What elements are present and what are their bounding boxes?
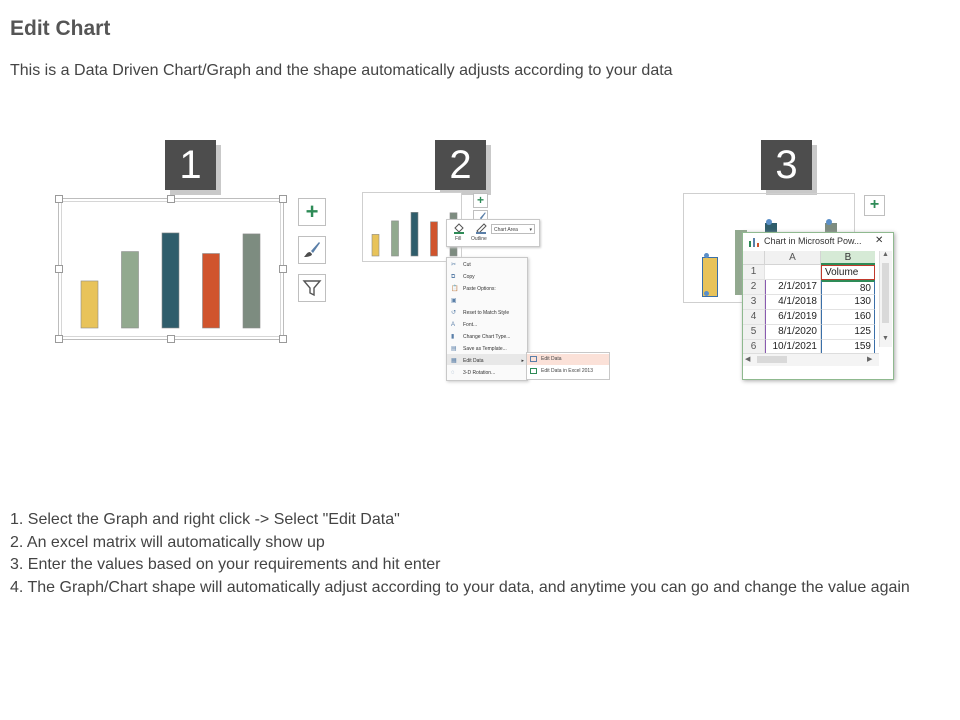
excel-window (742, 232, 894, 380)
table-icon (530, 356, 537, 362)
context-menu-label: Copy (463, 274, 475, 280)
chart-bar[interactable] (392, 221, 399, 256)
fill-label: Fill (455, 236, 462, 242)
chart-elements-button[interactable]: + (864, 195, 885, 216)
scroll-down-icon[interactable]: ▼ (882, 335, 889, 342)
rotation-icon: ◌ (451, 370, 455, 376)
close-icon[interactable]: ✕ (875, 235, 884, 246)
cell-a[interactable]: 8/1/2020 (765, 325, 821, 340)
scissors-icon: ✂ (451, 262, 457, 268)
context-menu-item[interactable] (447, 368, 527, 379)
cell-a[interactable]: 4/1/2018 (765, 295, 821, 310)
template-icon: ▤ (451, 346, 457, 352)
cell-b[interactable]: 130 (821, 295, 875, 310)
instructions-list (10, 509, 950, 599)
paste-option-icon: ▣ (451, 298, 457, 304)
row-number: 2 (743, 280, 765, 295)
cell-a[interactable]: 2/1/2017 (765, 280, 821, 295)
resize-handle[interactable] (55, 335, 63, 343)
instruction-step-3: 3. Enter the values based on your requirements and hit enter (10, 556, 441, 573)
context-menu-label: Change Chart Type... (463, 334, 511, 340)
submenu-arrow-icon: ▸ (521, 358, 524, 364)
row-number: 6 (743, 340, 765, 355)
step-badge-3: 3 (761, 140, 812, 190)
paste-icon: 📋 (451, 286, 459, 292)
outline-pen-icon[interactable] (475, 222, 487, 234)
chart-icon (749, 237, 759, 247)
chart-element-dropdown-value: Chart Area (494, 227, 518, 233)
chart-bar[interactable] (431, 222, 438, 256)
edit-data-icon: ▦ (451, 358, 457, 364)
resize-handle[interactable] (167, 335, 175, 343)
excel-icon (530, 368, 537, 374)
excel-window-title: Chart in Microsoft Pow... (764, 236, 862, 246)
row-number: 5 (743, 325, 765, 340)
scroll-thumb[interactable] (882, 263, 889, 323)
chart-filters-button[interactable] (298, 274, 326, 302)
bar-handle[interactable] (704, 253, 709, 258)
context-menu-item[interactable] (447, 296, 527, 307)
resize-handle[interactable] (279, 265, 287, 273)
column-header-b[interactable]: B (821, 251, 875, 265)
copy-icon: ⧉ (451, 274, 456, 280)
chart1-plot[interactable] (55, 195, 287, 343)
submenu-label: Edit Data in Excel 2013 (541, 368, 593, 374)
reset-icon: ↺ (451, 310, 457, 316)
step3-excel-panel (680, 190, 895, 380)
cell-b[interactable]: 80 (821, 280, 875, 295)
resize-handle[interactable] (55, 265, 63, 273)
fill-bucket-icon[interactable] (453, 222, 465, 234)
context-menu-label: Cut (463, 262, 471, 268)
context-menu-label: Font... (463, 322, 478, 328)
row-number: 4 (743, 310, 765, 325)
context-menu-label: 3-D Rotation... (463, 370, 496, 376)
chart-bar[interactable] (122, 252, 139, 328)
column-header-a[interactable]: A (765, 251, 821, 265)
page-subtitle: This is a Data Driven Chart/Graph and the shape automatically adjusts according to your data (10, 62, 673, 79)
context-menu-item[interactable] (447, 284, 527, 295)
cell-a[interactable]: 6/1/2019 (765, 310, 821, 325)
chart-styles-button[interactable] (298, 236, 326, 264)
bar-handle[interactable] (826, 219, 832, 225)
scroll-left-icon[interactable]: ◀ (745, 356, 751, 363)
submenu-item-edit-in-excel[interactable] (527, 366, 609, 377)
scroll-right-icon[interactable]: ▶ (867, 356, 873, 363)
vertical-scrollbar[interactable] (879, 251, 892, 347)
instruction-step-4: 4. The Graph/Chart shape will automatically adjust according to your data, and anytime you can go and change the value again (10, 578, 910, 596)
step1-chart-panel (55, 195, 287, 343)
page-title: Edit Chart (10, 17, 111, 40)
chart-type-icon: ▮ (451, 334, 455, 340)
edit-data-submenu (526, 352, 610, 380)
resize-handle[interactable] (279, 335, 287, 343)
scroll-up-icon[interactable]: ▲ (882, 251, 889, 258)
context-menu (446, 257, 528, 381)
excel-title-bar[interactable] (743, 233, 893, 250)
resize-handle[interactable] (55, 195, 63, 203)
step-badge-1: 1 (165, 140, 216, 190)
chevron-down-icon: ▾ (529, 227, 532, 233)
chart-bar[interactable] (372, 234, 379, 256)
row-number: 3 (743, 295, 765, 310)
outline-label: Outline (471, 236, 487, 242)
submenu-item-edit-data[interactable] (527, 354, 609, 365)
bar-handle[interactable] (766, 219, 772, 225)
chart-element-dropdown[interactable] (491, 224, 535, 234)
context-menu-item[interactable] (447, 260, 527, 271)
brush-icon (302, 240, 322, 260)
chart-bar[interactable] (411, 212, 418, 256)
chart-bar[interactable] (81, 281, 98, 328)
row-number: 1 (743, 265, 765, 280)
context-menu-label: Save as Template... (463, 346, 507, 352)
horizontal-scrollbar[interactable] (743, 353, 879, 366)
cell-b[interactable]: Volume (821, 265, 875, 280)
chart-elements-button[interactable] (298, 198, 326, 226)
chart-bar[interactable] (243, 234, 260, 328)
cell-a[interactable]: 10/1/2021 (765, 340, 821, 355)
excel-grid (743, 251, 893, 361)
context-menu-item[interactable] (447, 308, 527, 319)
submenu-label: Edit Data (541, 356, 562, 362)
scroll-thumb[interactable] (757, 356, 787, 363)
format-mini-toolbar (446, 219, 540, 247)
corner-cell (743, 251, 765, 265)
filter-icon (302, 278, 322, 298)
cell-a[interactable] (765, 265, 821, 280)
resize-handle[interactable] (167, 195, 175, 203)
resize-handle[interactable] (279, 195, 287, 203)
context-menu-label: Reset to Match Style (463, 310, 510, 316)
step-badge-2: 2 (435, 140, 486, 190)
context-menu-item[interactable] (447, 272, 527, 283)
context-menu-label: Edit Data (463, 358, 484, 364)
step2-context-panel (360, 190, 610, 380)
cell-b[interactable]: 125 (821, 325, 875, 340)
mini-plus-button[interactable]: + (473, 193, 488, 208)
context-menu-item[interactable] (447, 332, 527, 343)
context-menu-item[interactable] (447, 344, 527, 355)
context-menu-item[interactable] (447, 320, 527, 331)
chart-bar[interactable] (162, 233, 179, 328)
cell-b[interactable]: 159 (821, 340, 875, 355)
instruction-step-1: 1. Select the Graph and right click -> Select "Edit Data" (10, 511, 400, 528)
instruction-step-2: 2. An excel matrix will automatically show up (10, 533, 325, 551)
chart-bar[interactable] (203, 254, 220, 328)
plus-icon: + (305, 199, 319, 224)
context-menu-item[interactable] (447, 356, 527, 367)
context-menu-label: Paste Options: (463, 286, 496, 292)
font-icon: A (451, 322, 456, 328)
cell-b[interactable]: 160 (821, 310, 875, 325)
bar-handle[interactable] (704, 291, 709, 296)
